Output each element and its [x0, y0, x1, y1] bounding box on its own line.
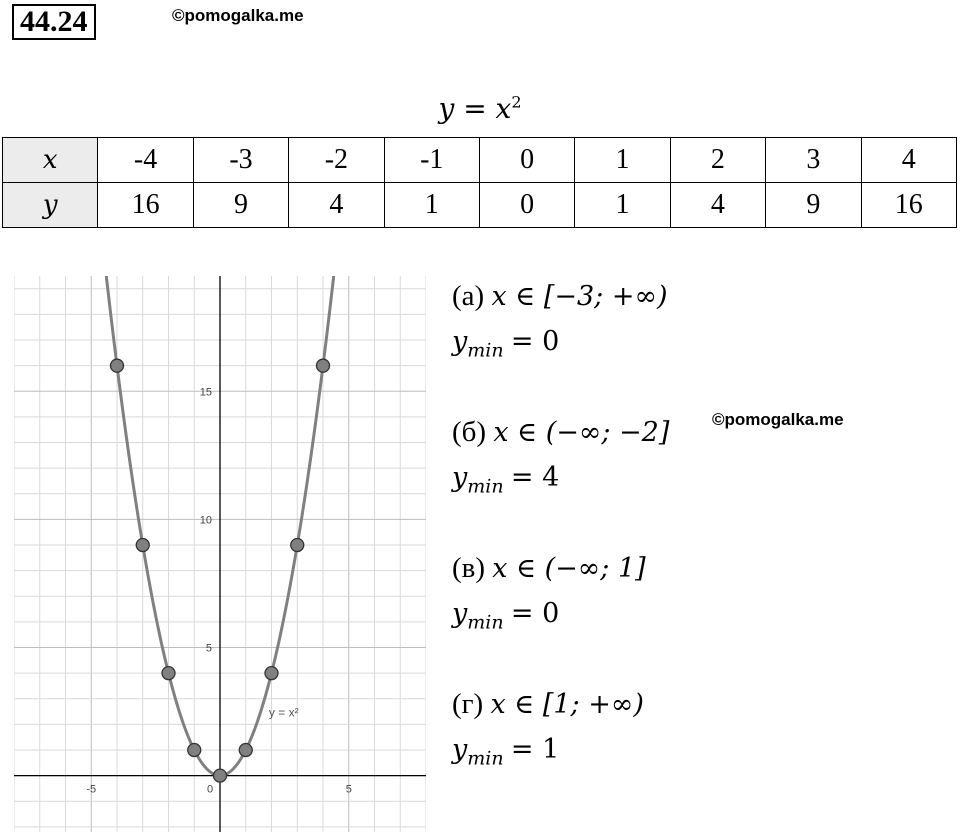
table-cell: 4: [861, 138, 956, 183]
answer-d: [452, 682, 752, 818]
ymin-value: = 0: [510, 326, 560, 357]
data-point: [265, 667, 278, 680]
y-tick-label: 15: [199, 386, 212, 399]
answer-letter: (в): [452, 552, 486, 584]
y-tick-label: 5: [205, 642, 212, 655]
watermark: ©pomogalka.me: [172, 6, 304, 25]
ymin-symbol: y: [452, 734, 468, 765]
formula-exponent: 2: [511, 92, 522, 112]
answer-a: [452, 274, 752, 410]
data-point: [317, 359, 330, 372]
data-point: [291, 539, 304, 552]
answers-list: [452, 274, 752, 818]
formula-base: y = x: [438, 92, 512, 125]
table-cell: 1: [575, 138, 670, 183]
table-cell: 1: [384, 183, 479, 228]
table-cell: 0: [479, 138, 574, 183]
ymin-symbol: y: [452, 326, 468, 357]
answer-domain: [452, 274, 752, 319]
data-point: [162, 667, 175, 680]
table-cell: 2: [670, 138, 765, 183]
data-point: [188, 744, 201, 757]
ymin-value: = 1: [510, 734, 560, 765]
problem-number: 44.24: [12, 4, 96, 40]
ymin-subscript: min: [467, 611, 504, 634]
table-row-y: [3, 183, 957, 228]
row-label: y: [3, 183, 98, 228]
answer-domain: [452, 546, 752, 591]
table-cell: -3: [193, 138, 288, 183]
watermark: ©pomogalka.me: [712, 410, 844, 429]
data-point: [214, 769, 227, 782]
x-tick-label: 5: [345, 783, 352, 796]
ymin-symbol: y: [452, 598, 468, 629]
table-cell: 16: [861, 183, 956, 228]
data-point: [111, 359, 124, 372]
table-cell: -4: [98, 138, 193, 183]
answer-ymin: [452, 727, 752, 780]
table-cell: 16: [98, 183, 193, 228]
answer-ymin: [452, 319, 752, 372]
answer-domain: [452, 682, 752, 727]
x-tick-label: -5: [86, 783, 97, 796]
table-cell: 3: [766, 138, 861, 183]
answer-b: [452, 410, 752, 546]
function-graph: [14, 276, 426, 832]
ymin-subscript: min: [467, 339, 504, 362]
table-cell: 9: [193, 183, 288, 228]
y-tick-label: 10: [199, 514, 212, 527]
table-row-x: [3, 138, 957, 183]
answer-domain: [452, 410, 752, 455]
table-cell: 9: [766, 183, 861, 228]
answer-ymin: [452, 591, 752, 644]
answer-domain-expression: x ∈ (−∞; 1]: [492, 553, 646, 584]
answer-domain-expression: x ∈ (−∞; −2]: [493, 417, 670, 448]
x-tick-label: 0: [206, 783, 214, 796]
answer-letter: (г): [452, 688, 484, 720]
answer-domain-expression: x ∈ [−3; +∞): [491, 281, 668, 312]
answer-domain-expression: x ∈ [1; +∞): [490, 689, 644, 720]
row-label: x: [3, 138, 98, 183]
ymin-subscript: min: [467, 475, 504, 498]
table-cell: -1: [384, 138, 479, 183]
table-cell: 0: [479, 183, 574, 228]
ymin-value: = 4: [510, 462, 560, 493]
table-cell: 4: [289, 183, 384, 228]
answer-c: [452, 546, 752, 682]
table-cell: 1: [575, 183, 670, 228]
data-point: [239, 744, 252, 757]
table-cell: 4: [670, 183, 765, 228]
data-point: [136, 539, 149, 552]
ymin-subscript: min: [467, 747, 504, 770]
function-formula: [0, 92, 960, 125]
ymin-value: = 0: [510, 598, 560, 629]
table-cell: -2: [289, 138, 384, 183]
ymin-symbol: y: [452, 462, 468, 493]
curve-label: y = x²: [268, 705, 299, 720]
values-table: [2, 137, 957, 228]
answer-ymin: [452, 455, 752, 508]
answer-letter: (а): [452, 280, 485, 312]
answer-letter: (б): [452, 416, 487, 448]
